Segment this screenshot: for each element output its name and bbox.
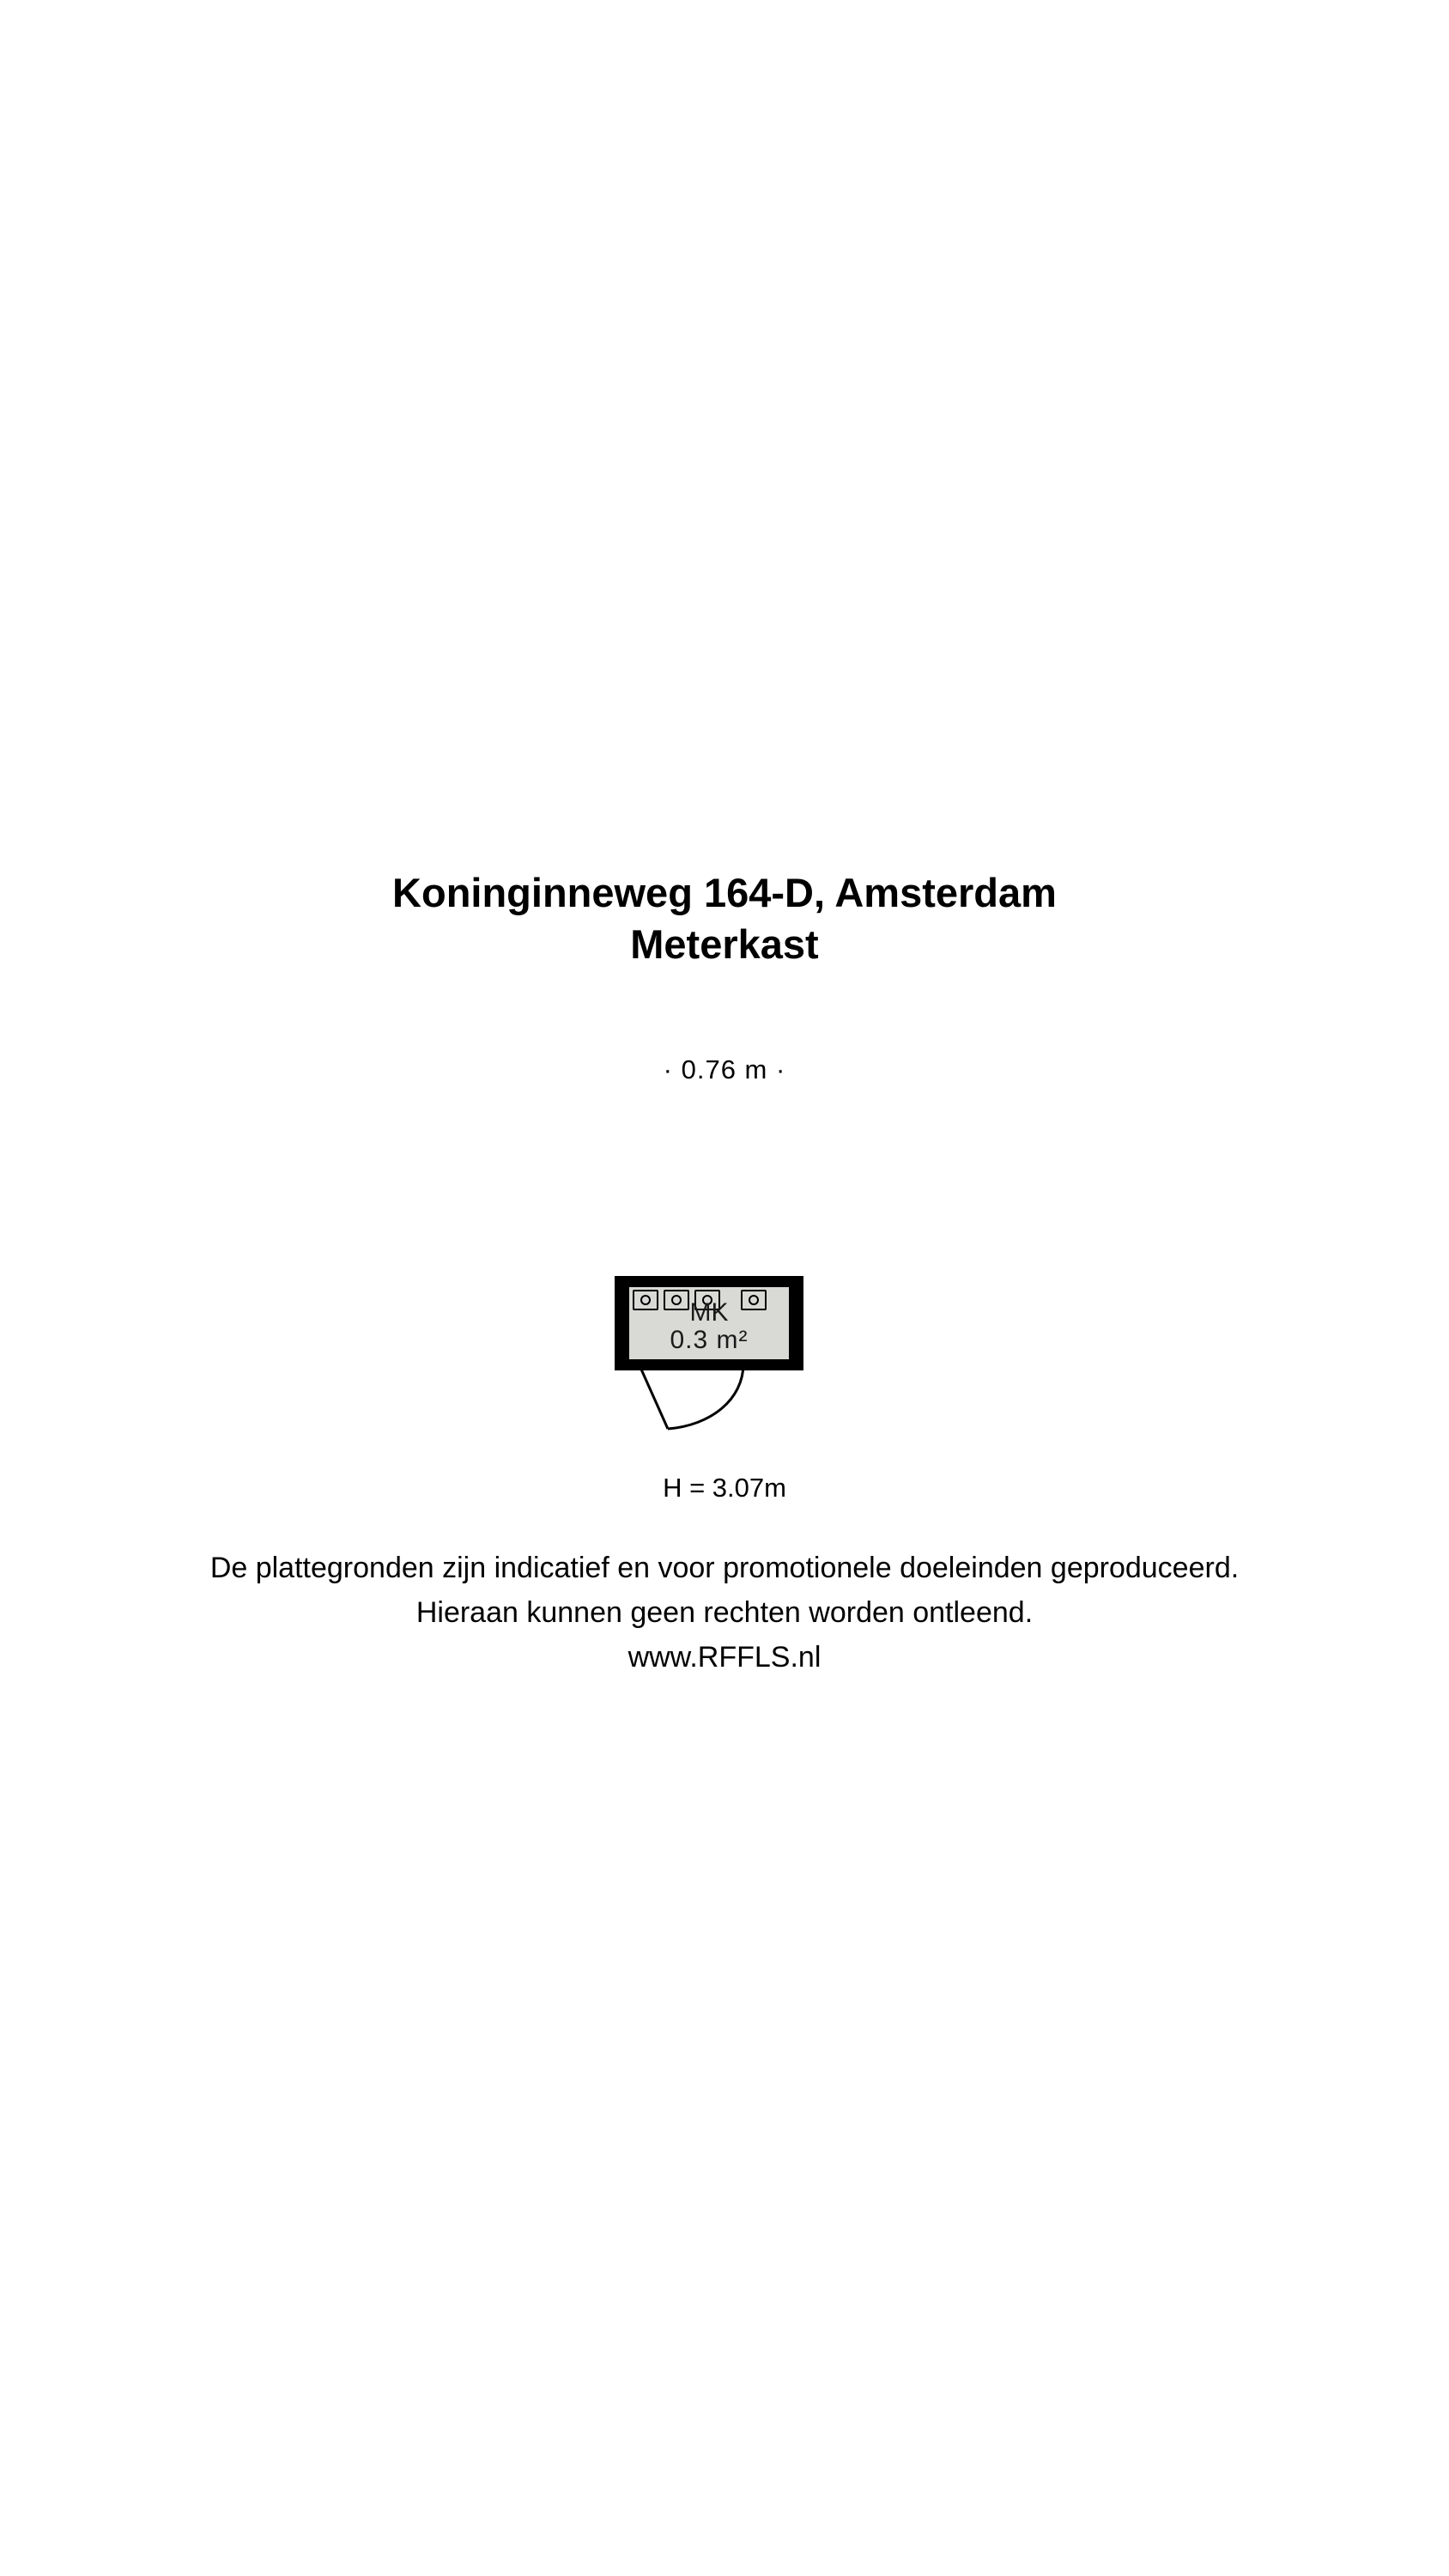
disclaimer-line-2: Hieraan kunnen geen rechten worden ontleend. (415, 1596, 1034, 1629)
dimension-top-width: · 0.76 m · (663, 1054, 786, 1084)
door-swing-icon (615, 1362, 803, 1439)
room-area-label: 0.3 m² (670, 1326, 749, 1354)
disclaimer-line-1: De plattegronden zijn indicatief en voor promotionele doeleinden geproduceerd. (209, 1552, 1240, 1584)
ceiling-height-note: H = 3.07m (663, 1473, 786, 1503)
title-floor-name: Meterkast (630, 921, 819, 967)
website-url: www.RFFLS.nl (627, 1641, 822, 1674)
title-address: Koninginneweg 164-D, Amsterdam (392, 870, 1057, 915)
disclaimer-text (0, 1546, 1449, 1680)
room-name-label: MK (689, 1298, 729, 1327)
page-title (0, 867, 1449, 970)
floorplan-drawing (615, 1276, 803, 1370)
